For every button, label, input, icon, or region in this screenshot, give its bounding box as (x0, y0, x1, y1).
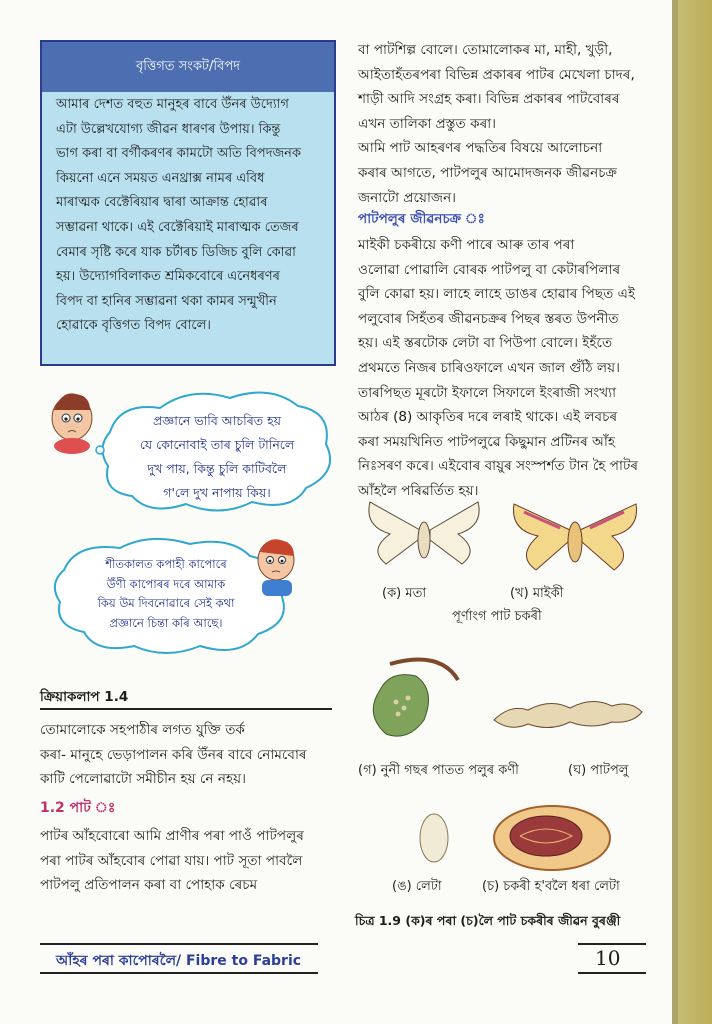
box-text-line: হোৱাকে বৃত্তিগত বিপদ বোলে। (56, 318, 211, 334)
activity-rule (40, 708, 332, 710)
lifecycle-line: মাইকী চকৰীয়ে কণী পাৰে আৰু তাৰ পৰা (358, 237, 575, 253)
right-intro-line: আমি পাট আহৰণৰ পদ্ধতিৰ বিষয়ে আলোচনা (358, 140, 603, 157)
lifecycle-line: কৰা সময়খিনিত পাটপলুৱে কিছুমান প্ৰটিনৰ আঁহ (358, 433, 616, 450)
box-text-line: বেমাৰ সৃষ্টি কৰে যাক চৰ্টাৰচ ডিজিচ বুলি কোৱা (56, 244, 296, 260)
activity-line: তোমালোকে সহপাঠীৰ লগত যুক্তি তৰ্ক (40, 722, 245, 738)
box-text (56, 93, 326, 339)
cloud-2-line: প্ৰজ্ঞানে চিন্তা কৰি আছে। (109, 615, 223, 630)
pupa (420, 814, 448, 862)
cocoon-label: (চ) চকৰী হ'বলৈ ধৰা লেটা (482, 879, 620, 894)
lifecycle-line: হয়। এই স্তৰটোক লেটা বা পিউপা বোলে। ইহঁতে (358, 335, 613, 352)
female-moth (514, 504, 637, 570)
box-text-line: ভাগ কৰা বা বৰ্গীকৰণৰ কামটো অতি বিপদজনক (56, 146, 302, 162)
lifecycle-line: আঠৰ (8) আকৃতিৰ দৰে লৰাই থাকে। এই লবচৰ (358, 409, 618, 426)
box-text-line: বিপদ বা হানিৰ সম্ভাৱনা থকা কামৰ সন্মুখীন (56, 293, 277, 309)
box-title: বৃত্তিগত সংকট/বিপদ (42, 42, 334, 92)
cocoon (494, 806, 610, 870)
figure-caption: চিত্ৰ 1.9 (ক)ৰ পৰা (চ)লৈ পাট চকৰীৰ জীৱন বুৰঞ্জী (355, 913, 621, 928)
cloud-1-line: প্ৰজ্ঞানে ভাবি আচৰিত হয় (152, 413, 282, 428)
page-edge-shadow (672, 0, 678, 1024)
cloud-1-line: গ'লে দুখ নাপায় কিয়। (163, 485, 271, 500)
cartoon-boy-1 (52, 393, 92, 454)
caterpillar (494, 701, 642, 727)
lifecycle-line: পলুবোৰ সিহঁতৰ জীৱনচক্ৰৰ পিছৰ স্তৰত উপনীত (358, 310, 619, 327)
cloud-1-line: দুখ পায়, কিন্তু চুলি কাটিবলৈ (147, 461, 287, 476)
occupational-hazard-box (40, 40, 336, 366)
lifecycle-line: নিঃসৰণ কৰে। এইবোৰ বায়ুৰ সংস্পৰ্শত টান হৈ পাটৰ (358, 458, 639, 475)
page-number: 10 (595, 946, 621, 970)
eggs-label: (গ) নুনী গছৰ পাতত পলুৰ কণী (358, 763, 519, 778)
page-number-rule-bottom (578, 972, 646, 974)
right-intro-line: আইতাহঁতৰপৰা বিভিন্ন প্ৰকাৰৰ পাটৰ মেখেলা চাদৰ, (358, 66, 635, 83)
lifecycle-heading: পাটপলুৰ জীৱনচক্ৰ ঃ (358, 211, 485, 227)
box-text-line: সম্ভাৱনা থাকে। এই বেক্টেৰিয়াই মাৰাত্মক তেজৰ (56, 219, 299, 235)
male-moth (369, 502, 479, 564)
right-intro-line: শাড়ী আদি সংগ্ৰহ কৰা। বিভিন্ন প্ৰকাৰৰ পাটবোৰৰ (358, 91, 620, 108)
activity-text (40, 718, 307, 792)
box-text-line: এটা উল্লেখযোগ্য জীৱন ধাৰণৰ উপায়। কিন্তু (56, 121, 281, 137)
mulberry-leaf-with-eggs (373, 660, 458, 737)
lifecycle-line: বুলি কোৱা হয়। লাহে লাহে ডাঙৰ হোৱাৰ পিছত এই (358, 286, 636, 303)
lifecycle-line: ওলোৱা পোৱালি বোৰক পাটপলু বা কেটাৰপিলাৰ (358, 261, 621, 278)
box-text-line: কিয়নো এনে সময়ত এনথ্ৰাক্স নামৰ এবিধ (56, 170, 265, 186)
footer-rule-bottom (40, 972, 318, 974)
lifecycle-text (358, 233, 638, 504)
cloud-1-line: যে কোনোবাই তাৰ চুলি টানিলে (139, 437, 295, 452)
egg-and-caterpillar-figure (360, 650, 660, 750)
pupa-and-cocoon-figure (400, 800, 640, 880)
male-label: (ক) মতা (382, 586, 427, 601)
section-heading: 1.2 পাট ঃ (40, 800, 116, 816)
activity-line: কৰা- মানুহে ভেড়াপালন কৰি উঁনৰ বাবে নোমবোৰ (40, 746, 307, 763)
section-line: পাটৰ আঁহবোৰো আমি প্ৰাণীৰ পৰা পাওঁ পাটপলুৰ (40, 828, 304, 844)
footer-rule-top (40, 943, 318, 945)
caterpillar-label: (ঘ) পাটপলু (568, 763, 629, 778)
right-intro-line: জনাটো প্ৰয়োজন। (358, 189, 457, 206)
box-text-line: আমাৰ দেশত বহুত মানুহৰ বাবে উঁনৰ উদ্যোগ (56, 97, 289, 112)
section-text (40, 824, 304, 898)
adult-moths-figure (360, 490, 660, 590)
right-intro-line: কৰাৰ আগতে, পাটপলুৰ আমোদজনক জীৱনচক্ৰ (358, 164, 617, 181)
activity-line: কাটি পেলোৱাটো সমীচীন হয় নে নহয়। (40, 771, 246, 788)
activity-title: ক্ৰিয়াকলাপ 1.4 (40, 689, 129, 705)
right-intro-line: এখন তালিকা প্ৰস্তুত কৰা। (358, 115, 497, 132)
section-line: পাটপলু প্ৰতিপালন কৰা বা পোহাক ৰেচম (40, 877, 258, 894)
box-text-line: মাৰাত্মক বেক্টেৰিয়াৰ দ্বাৰা আক্ৰান্ত হোৱাৰ (56, 195, 268, 211)
lifecycle-line: আঁহলৈ পৰিৱৰ্তিত হয়। (358, 482, 479, 499)
cloud-2-line: কিয় উম দিবনোৱাৰে সেই কথা (97, 596, 235, 610)
pupa-label: (ঙ) লেটা (392, 879, 442, 894)
box-text-line: হয়। উদ্যোগবিলাকত শ্ৰমিকবোৰে এনেধৰণৰ (56, 269, 280, 285)
cloud-2-line: শীতকালত কপাহী কাপোৰে (105, 557, 227, 571)
adult-caption: পূৰ্ণাংগ পাট চকৰী (452, 609, 542, 624)
right-intro-line: বা পাটশিল্প বোলে। তোমালোকৰ মা, মাহী, খুড়ী, (358, 42, 613, 58)
lifecycle-line: তাৰপিছত মূৰটো ইফালে সিফালে ইংৰাজী সংখ্যা (358, 384, 617, 401)
cloud-2-text (66, 555, 266, 633)
footer-title: আঁহৰ পৰা কাপোৰলৈ/ Fibre to Fabric (56, 953, 302, 969)
female-label: (খ) মাইকী (510, 586, 564, 601)
cloud-2-line: উঁণী কাপোৰৰ দৰে আমাক (106, 576, 226, 591)
section-line: পৰা পাটৰ আঁহবোৰ পোৱা যায়। পাট সূতা পাবলৈ (40, 852, 303, 869)
lifecycle-line: প্ৰথমতে নিজৰ চাৰিওফালে এখন জাল গুঁঠি লয়। (358, 359, 621, 376)
page-number-rule-top (578, 943, 646, 945)
cloud-1-text (122, 409, 312, 505)
right-intro-text (358, 38, 635, 210)
page-edge (672, 0, 712, 1024)
